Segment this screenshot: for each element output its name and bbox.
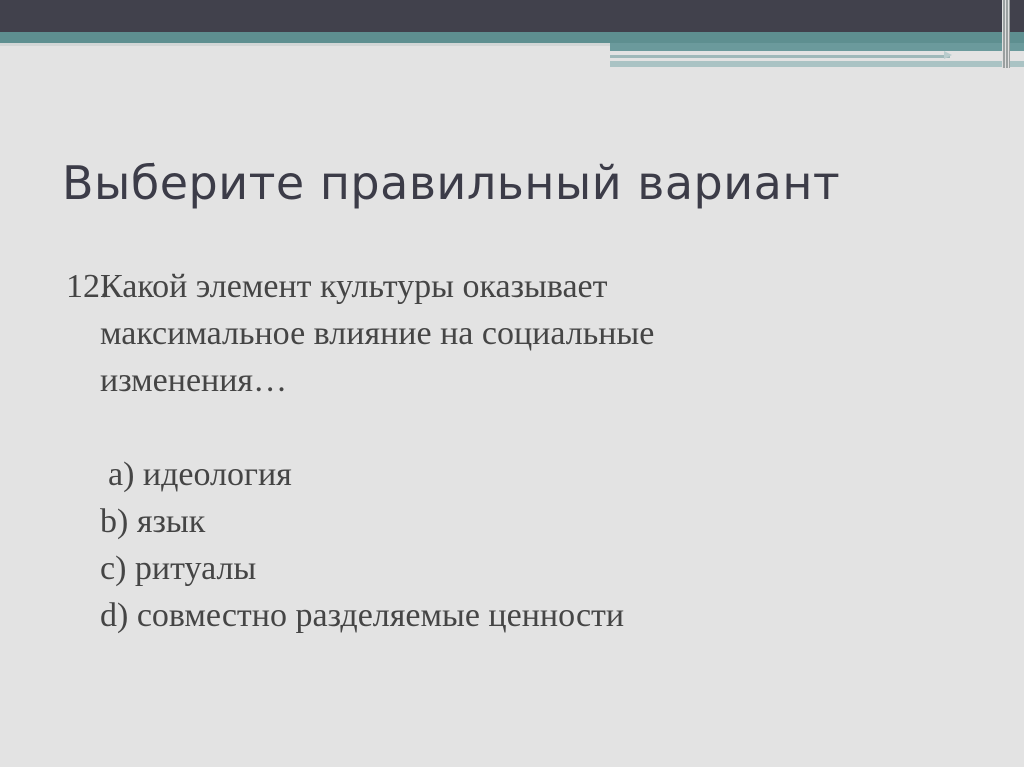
option-text: идеология	[142, 456, 292, 493]
band-arrow-icon	[944, 51, 952, 59]
answer-options	[66, 451, 946, 639]
option-letter: a)	[108, 456, 135, 493]
option-text: совместно разделяемые ценности	[136, 597, 625, 634]
option-text: ритуалы	[134, 550, 257, 587]
slide-title: Выберите правильный вариант	[62, 156, 841, 210]
top-band-stripes	[1002, 0, 1010, 68]
answer-option-a	[100, 451, 946, 498]
option-letter: d)	[100, 597, 129, 634]
top-band-teal-right	[610, 43, 1024, 51]
question-number: 12.	[66, 268, 109, 305]
top-band-teal	[0, 32, 1024, 43]
spacer	[66, 404, 946, 451]
answer-option-b	[100, 498, 946, 545]
top-band-thin-right-secondary	[610, 61, 1024, 67]
top-band-dark	[0, 0, 1024, 32]
question	[66, 263, 946, 404]
question-line: изменения…	[100, 362, 288, 399]
option-letter: c)	[100, 550, 127, 587]
answer-option-c	[100, 545, 946, 592]
slide-body	[66, 263, 946, 639]
question-line: Какой элемент культуры оказывает	[100, 268, 608, 305]
question-text	[100, 263, 946, 404]
option-letter: b)	[100, 503, 129, 540]
answer-option-d	[100, 592, 946, 639]
top-band-thin-right	[610, 55, 950, 58]
question-line: максимальное влияние на социальные	[100, 315, 655, 352]
option-text: язык	[136, 503, 206, 540]
